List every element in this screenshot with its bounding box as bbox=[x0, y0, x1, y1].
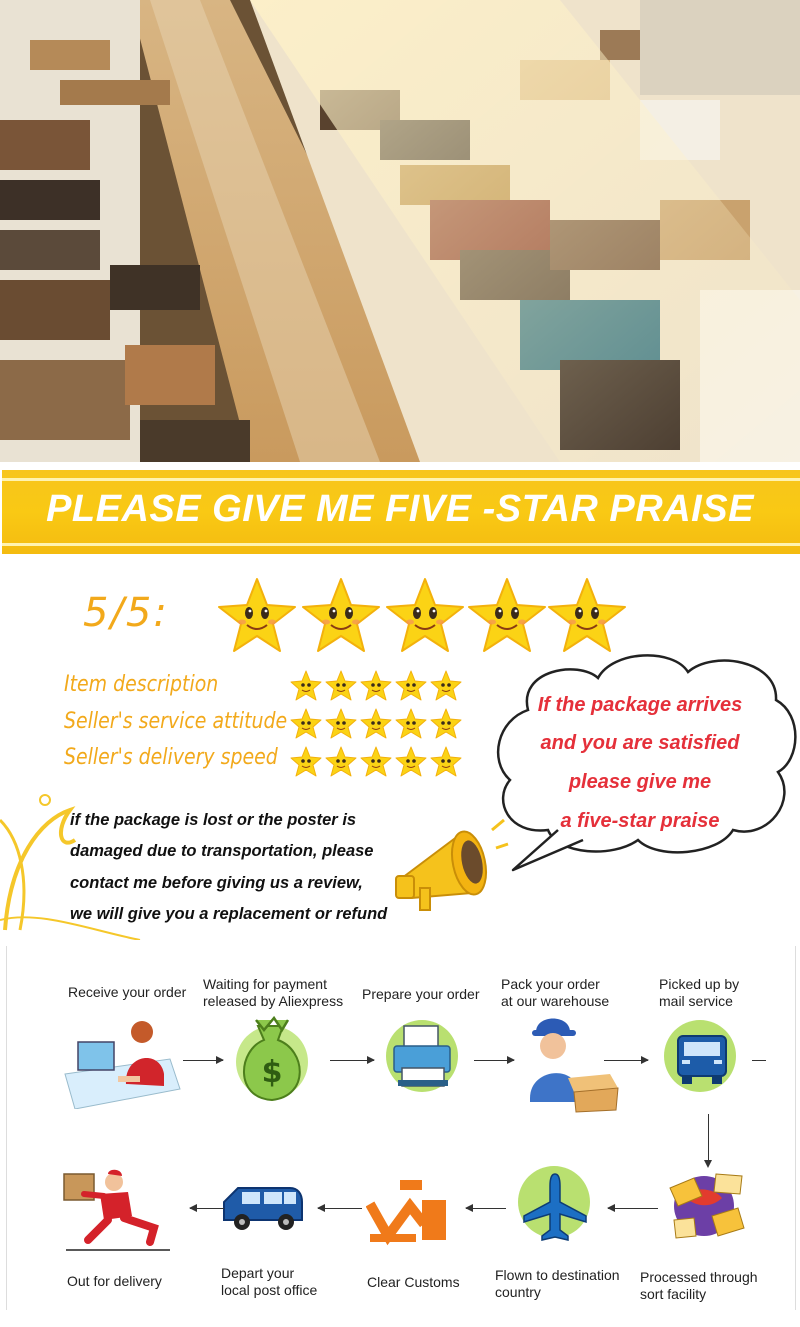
printer-icon bbox=[380, 1018, 470, 1098]
running-courier-icon bbox=[58, 1164, 178, 1254]
flow-arrow-down bbox=[708, 1114, 709, 1166]
speech-cloud bbox=[488, 640, 800, 880]
truck-icon bbox=[664, 1026, 744, 1096]
airplane-icon bbox=[516, 1168, 594, 1246]
cloud-line-1: If the package arrives bbox=[537, 694, 743, 716]
step-picked-up-label: Picked up by mail service bbox=[659, 976, 740, 1009]
step-prepare-order-label: Prepare your order bbox=[362, 986, 480, 1002]
customs-icon bbox=[366, 1178, 456, 1248]
star-icon bbox=[387, 579, 463, 651]
star-icon bbox=[219, 579, 295, 651]
flow-arrow bbox=[474, 1060, 514, 1061]
star-row-delivery-speed bbox=[291, 747, 461, 776]
step-receive-order-label: Receive your order bbox=[68, 984, 187, 1000]
rating-label-delivery-speed: Seller's delivery speed bbox=[64, 745, 278, 770]
small-star-rows bbox=[290, 668, 470, 780]
step-waiting-payment-label: Waiting for payment released by Aliexpress bbox=[203, 976, 344, 1009]
step-depart-post-office-label: Depart your local post office bbox=[221, 1265, 318, 1298]
step-out-for-delivery-label: Out for delivery bbox=[67, 1273, 162, 1289]
notice-line-4: we will give you a replacement or refund bbox=[70, 905, 388, 923]
flow-arrow bbox=[330, 1060, 374, 1061]
cloud-line-2: and you are satisfied bbox=[540, 732, 740, 754]
flow-arrow-left bbox=[318, 1208, 362, 1209]
flow-arrow-left bbox=[608, 1208, 658, 1209]
globe-mail-icon bbox=[664, 1166, 754, 1244]
megaphone-icon bbox=[392, 808, 512, 913]
rating-label-item-description: Item description bbox=[64, 672, 219, 697]
notice-line-3: contact me before giving us a review, bbox=[70, 874, 363, 892]
star-row-service-attitude bbox=[291, 709, 461, 738]
cloud-line-4: a five-star praise bbox=[560, 810, 720, 832]
person-at-computer-icon bbox=[60, 1014, 185, 1109]
banner-title: PLEASE GIVE ME FIVE -STAR PRAISE bbox=[46, 488, 754, 530]
step-sort-facility-label: Processed through sort facility bbox=[640, 1269, 758, 1302]
svg-text:$: $ bbox=[261, 1055, 283, 1090]
step-flown-destination-label: Flown to destination country bbox=[495, 1267, 620, 1300]
flow-arrow-left bbox=[190, 1208, 224, 1209]
notice-line-2: damaged due to transportation, please bbox=[70, 842, 374, 860]
star-row-item-description bbox=[291, 671, 461, 700]
money-bag-icon bbox=[228, 1008, 318, 1108]
flow-arrow bbox=[752, 1060, 766, 1061]
star-icon bbox=[303, 579, 379, 651]
cloud-line-3: please give me bbox=[568, 771, 712, 793]
flow-arrow bbox=[604, 1060, 648, 1061]
rating-score: 5/5: bbox=[83, 590, 169, 636]
warehouse-photo bbox=[0, 0, 800, 462]
step-clear-customs-label: Clear Customs bbox=[367, 1274, 460, 1290]
van-icon bbox=[218, 1180, 308, 1240]
worker-with-box-icon bbox=[524, 1014, 624, 1114]
flow-arrow-left bbox=[466, 1208, 506, 1209]
notice-line-1: if the package is lost or the poster is bbox=[70, 811, 357, 829]
flow-arrow bbox=[183, 1060, 223, 1061]
step-pack-order-label: Pack your order at our warehouse bbox=[501, 976, 610, 1009]
rating-label-service-attitude: Seller's service attitude bbox=[64, 709, 288, 734]
praise-banner bbox=[0, 462, 800, 562]
